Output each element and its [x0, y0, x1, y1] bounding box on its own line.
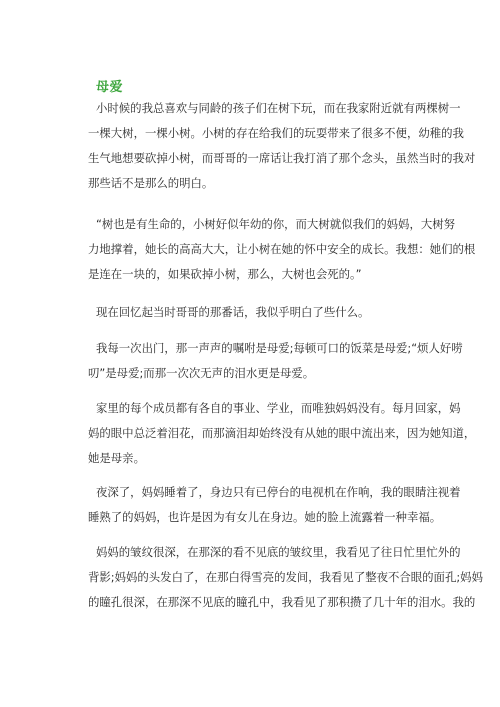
paragraph-line: 叨”是母爱;而那一次次无声的泪水更是母爱。	[88, 366, 315, 380]
paragraph-line: 妈的眼中总泛着泪花，而那滴泪却始终没有从她的眼中流出来，因为她知道，	[88, 426, 476, 440]
paragraph-7	[88, 540, 483, 615]
paragraph-line: 妈妈的皱纹很深，在那深的看不见底的皱纹里，我看见了往日忙里忙外的	[96, 545, 461, 559]
paragraph-line: 背影;妈妈的头发白了，在那白得雪亮的发间，我看见了整夜不合眼的面孔;妈妈	[88, 570, 483, 584]
paragraph-1	[88, 96, 476, 196]
paragraph-line: 一棵大树，一棵小树。小树的存在给我们的玩耍带来了很多不便，幼稚的我	[88, 126, 464, 140]
document-title: 母爱	[96, 80, 124, 95]
paragraph-line: 是连在一块的，如果砍掉小树，那么，大树也会死的。”	[88, 267, 362, 281]
paragraph-line: 家里的每个成员都有各自的事业、学业，而唯独妈妈没有。每月回家，妈	[96, 401, 461, 415]
paragraph-line: “树也是有生命的，小树好似年幼的你，而大树就似我们的妈妈，大树努	[96, 217, 456, 231]
paragraph-line: 她是母亲。	[88, 451, 145, 465]
paragraph-line: 现在回忆起当时哥哥的那番话，我似乎明白了些什么。	[96, 305, 370, 319]
paragraph-line: 力地撑着，她长的高高大大，让小树在她的怀中安全的成长。我想：她们的根	[88, 242, 476, 256]
paragraph-5	[88, 396, 476, 471]
paragraph-3	[96, 300, 412, 325]
paragraph-4	[88, 336, 463, 386]
paragraph-line: 夜深了，妈妈睡着了，身边只有已停台的电视机在作响，我的眼睛注视着	[96, 485, 461, 499]
paragraph-line: 睡熟了的妈妈，也许是因为有女儿在身边。她的脸上流露着一种幸福。	[88, 510, 442, 524]
paragraph-6	[88, 480, 461, 530]
paragraph-line: 那些话不是那么的明白。	[88, 176, 214, 190]
paragraph-2	[88, 212, 476, 287]
paragraph-line: 小时候的我总喜欢与同龄的孩子们在树下玩，而在我家附近就有两棵树一	[96, 101, 461, 115]
paragraph-line: 我每一次出门，那一声声的嘱咐是母爱;每顿可口的饭菜是母爱;“烦人好唠	[96, 341, 463, 355]
paragraph-line: 的瞳孔很深，在那深不见底的瞳孔中，我看见了那积攒了几十年的泪水。我的	[88, 595, 476, 609]
paragraph-line: 生气地想要砍掉小树，而哥哥的一席话让我打消了那个念头，虽然当时的我对	[88, 151, 476, 165]
